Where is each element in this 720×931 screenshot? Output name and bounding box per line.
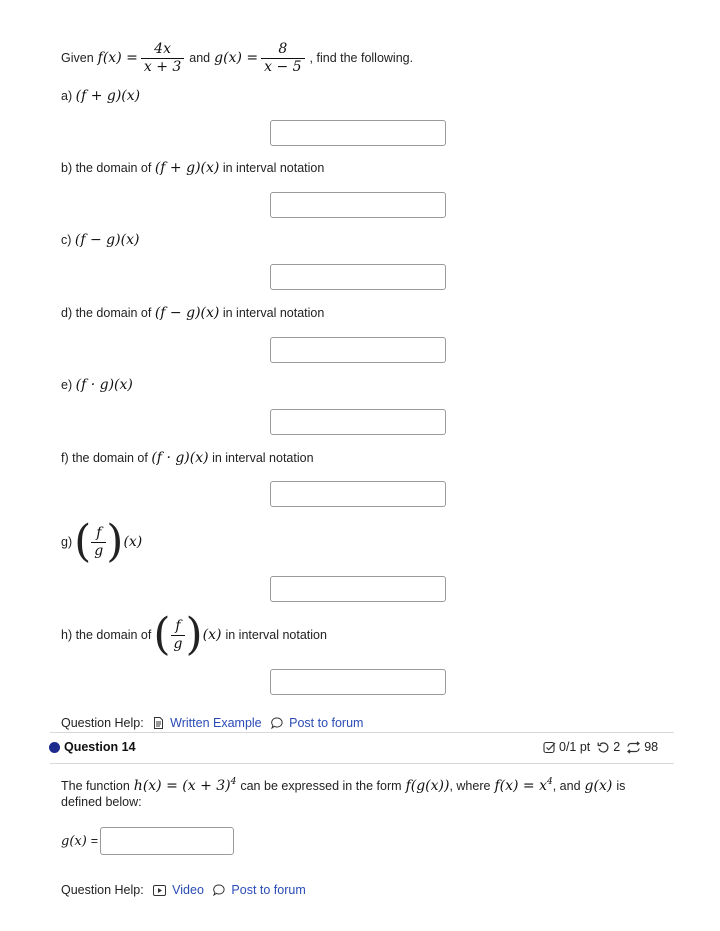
g-input-row — [61, 827, 234, 855]
part-e-answer-input[interactable] — [270, 409, 446, 435]
q14-question-help — [61, 883, 306, 897]
part-g-frac-num: f — [96, 524, 102, 541]
part-b-expression: (f + g)(x) — [154, 160, 220, 176]
left-paren: ( — [74, 516, 92, 567]
part-g-frac-den: g — [91, 542, 106, 560]
part-h-frac-num: f — [175, 617, 181, 634]
post-to-forum-text: Post to forum — [231, 883, 306, 897]
intro-prefix: Given — [61, 51, 94, 65]
video-icon — [153, 885, 166, 896]
part-f-prompt — [61, 450, 314, 466]
right-paren: ) — [185, 609, 203, 660]
checkbox-icon — [543, 741, 556, 754]
part-c-prompt — [61, 232, 139, 248]
part-g-label: g) — [61, 535, 73, 549]
part-g-prompt — [61, 517, 142, 567]
attempts-count: 98 — [644, 740, 659, 754]
divider — [50, 732, 674, 733]
g-numerator: 8 — [278, 40, 288, 57]
q14-prompt — [61, 778, 661, 809]
part-d-expression: (f − g)(x) — [154, 305, 220, 321]
score-value: 0/1 pt — [559, 740, 591, 754]
part-g-fraction — [91, 525, 106, 560]
part-c-label: c) — [61, 233, 72, 247]
post-to-forum-link[interactable] — [213, 883, 306, 897]
prompt-and: , and — [552, 779, 581, 793]
help-label: Question Help: — [61, 716, 144, 730]
part-a-prompt — [61, 88, 140, 104]
part-b-tail: in interval notation — [222, 161, 325, 175]
g-definition-label: g(x) = — [214, 50, 259, 66]
q14-stats — [543, 740, 658, 754]
prompt-where: , where — [449, 779, 491, 793]
part-e-expression: (f · g)(x) — [75, 377, 133, 393]
part-f-tail: in interval notation — [212, 451, 314, 465]
written-example-text: Written Example — [170, 716, 262, 730]
part-f-label: f) the domain of — [61, 451, 148, 465]
f-definition-label: f(x) = — [97, 50, 138, 66]
part-b-answer-input[interactable] — [270, 192, 446, 218]
part-a-expression: (f + g)(x) — [75, 88, 141, 104]
g-denominator: x − 5 — [261, 58, 304, 76]
prompt-is: is — [616, 779, 626, 793]
g-answer-input[interactable] — [100, 827, 234, 855]
part-h-fraction — [171, 618, 186, 653]
part-d-tail: in interval notation — [222, 306, 325, 320]
f-fraction — [141, 41, 184, 76]
q13-question-help — [61, 716, 363, 730]
q13-intro — [61, 38, 413, 78]
intro-suffix: , find the following. — [309, 51, 414, 65]
f-exponent: 4 — [546, 777, 553, 787]
left-paren: ( — [153, 609, 171, 660]
intro-and: and — [189, 51, 211, 65]
retry-icon — [597, 741, 610, 754]
help-label: Question Help: — [61, 883, 144, 897]
part-a-answer-input[interactable] — [270, 120, 446, 146]
g-fraction — [261, 41, 304, 76]
f-denominator: x + 3 — [141, 58, 184, 76]
part-h-arg: (x) — [202, 627, 222, 643]
post-to-forum-link[interactable] — [271, 716, 364, 730]
speech-bubble-icon — [271, 717, 283, 729]
h-exponent: 4 — [230, 777, 237, 787]
g-expression: g(x) — [584, 778, 613, 794]
right-paren: ) — [106, 516, 124, 567]
part-g-arg: (x) — [123, 534, 143, 550]
part-h-tail: in interval notation — [225, 628, 327, 642]
part-f-answer-input[interactable] — [270, 481, 446, 507]
part-e-prompt — [61, 377, 133, 393]
prompt-prefix: The function — [61, 779, 130, 793]
document-icon — [153, 717, 164, 729]
written-example-link[interactable] — [153, 716, 262, 730]
part-c-answer-input[interactable] — [270, 264, 446, 290]
part-g-answer-input[interactable] — [270, 576, 446, 602]
part-b-label: b) the domain of — [61, 161, 152, 175]
part-b-prompt — [61, 160, 324, 176]
q14-header — [49, 740, 136, 754]
composition-expression: f(g(x)) — [405, 778, 450, 794]
part-f-expression: (f · g)(x) — [151, 450, 209, 466]
question-status-dot — [49, 742, 60, 753]
f-expression: f(x) = x — [494, 778, 547, 794]
divider — [50, 763, 674, 764]
part-h-answer-input[interactable] — [270, 669, 446, 695]
part-d-prompt — [61, 305, 324, 321]
prompt-mid: can be expressed in the form — [240, 779, 402, 793]
part-h-frac-den: g — [171, 635, 186, 653]
part-h-label: h) the domain of — [61, 628, 152, 642]
f-numerator: 4x — [154, 40, 171, 57]
question-title: Question 14 — [64, 740, 136, 754]
video-text: Video — [172, 883, 204, 897]
part-d-answer-input[interactable] — [270, 337, 446, 363]
post-to-forum-text: Post to forum — [289, 716, 364, 730]
attempts-icon — [626, 741, 641, 754]
part-h-prompt — [61, 610, 327, 660]
retries-count: 2 — [613, 740, 621, 754]
h-expression: h(x) = (x + 3) — [133, 778, 231, 794]
video-link[interactable] — [153, 883, 204, 897]
g-input-label: g(x) — [61, 833, 87, 849]
part-c-expression: (f − g)(x) — [74, 232, 140, 248]
speech-bubble-icon — [213, 884, 225, 896]
part-a-label: a) — [61, 89, 73, 103]
part-d-label: d) the domain of — [61, 306, 152, 320]
equals-sign: = — [90, 834, 99, 848]
part-e-label: e) — [61, 378, 73, 392]
prompt-line2: defined below: — [61, 795, 142, 809]
